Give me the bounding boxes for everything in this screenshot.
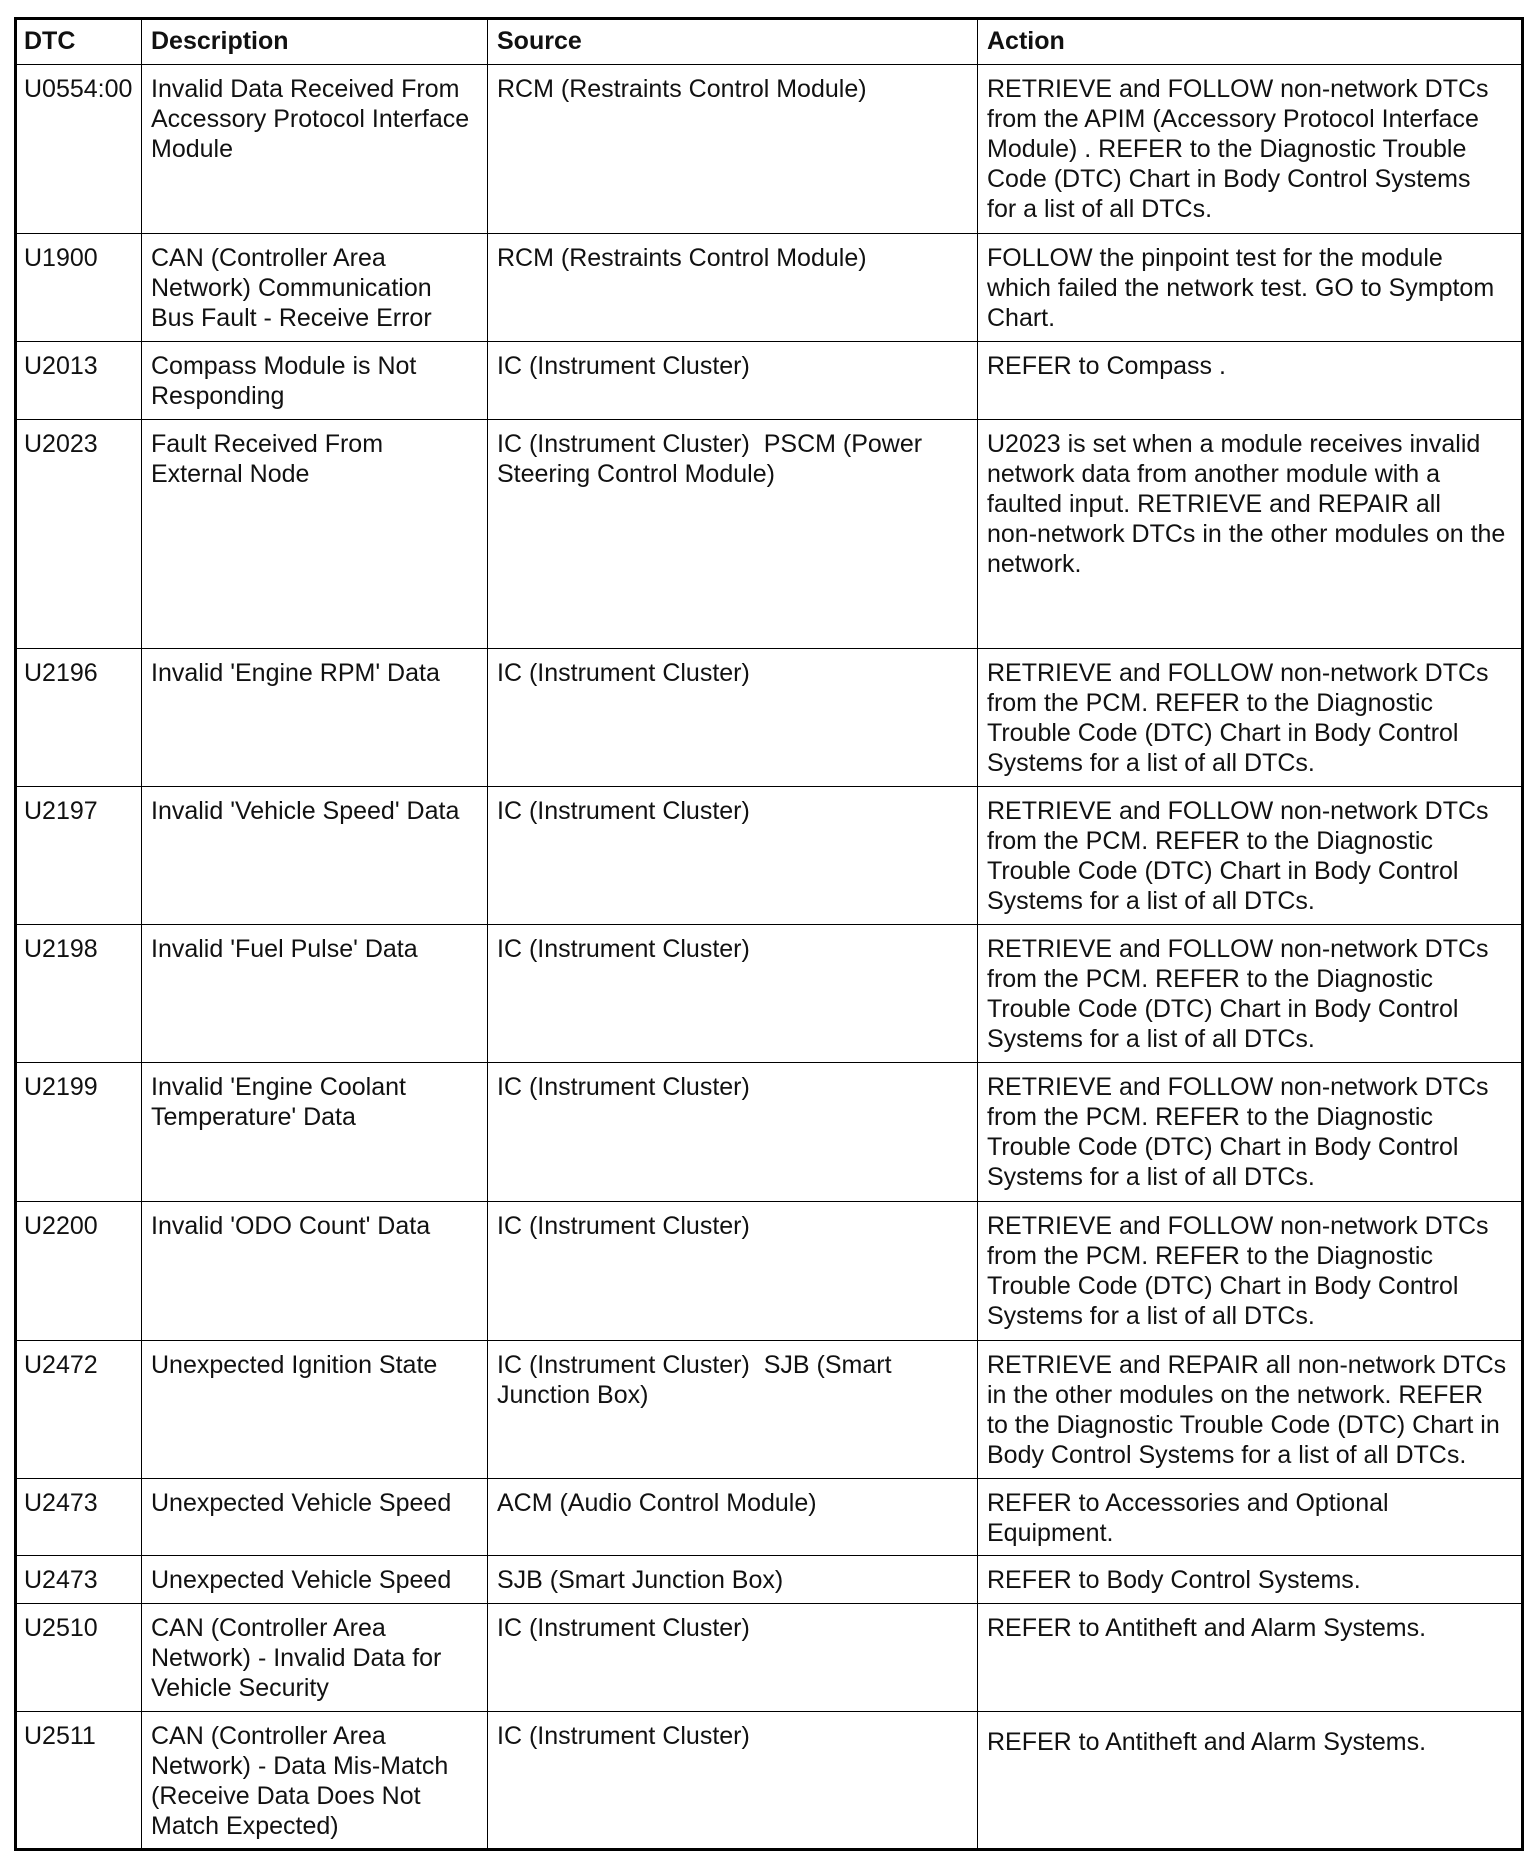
description-cell: Unexpected Ignition State [142, 1341, 488, 1479]
source-cell: ACM (Audio Control Module) [488, 1479, 978, 1556]
description-cell: Invalid 'Engine Coolant Temperature' Data [142, 1063, 488, 1202]
dtc-cell: U2198 [16, 925, 142, 1063]
dtc-cell: U2023 [16, 420, 142, 649]
table-row [16, 1063, 1523, 1202]
source-cell: IC (Instrument Cluster) [488, 925, 978, 1063]
source-cell: IC (Instrument Cluster) [488, 787, 978, 925]
action-cell: FOLLOW the pinpoint test for the module which failed the network test. GO to Symptom Chart. [978, 234, 1523, 342]
table-row [16, 649, 1523, 787]
dtc-cell: U2199 [16, 1063, 142, 1202]
dtc-cell: U2473 [16, 1556, 142, 1604]
source-cell: IC (Instrument Cluster) [488, 342, 978, 420]
dtc-cell: U2472 [16, 1341, 142, 1479]
column-header-description: Description [142, 19, 488, 65]
table-row [16, 420, 1523, 649]
action-cell: RETRIEVE and FOLLOW non-network DTCs from the PCM. REFER to the Diagnostic Trouble Code (DTC) Chart in Body Control Systems for a list of all DTCs. [978, 1063, 1523, 1202]
action-cell: REFER to Compass . [978, 342, 1523, 420]
description-cell: Unexpected Vehicle Speed [142, 1479, 488, 1556]
column-header-action: Action [978, 19, 1523, 65]
table-row [16, 342, 1523, 420]
dtc-cell: U1900 [16, 234, 142, 342]
table-row [16, 1604, 1523, 1712]
description-cell: CAN (Controller Area Network) - Data Mis-Match (Receive Data Does Not Match Expected) [142, 1712, 488, 1850]
description-cell: Compass Module is Not Responding [142, 342, 488, 420]
dtc-cell: U2473 [16, 1479, 142, 1556]
description-cell: Invalid 'Engine RPM' Data [142, 649, 488, 787]
description-cell: Invalid 'Vehicle Speed' Data [142, 787, 488, 925]
table-row [16, 1341, 1523, 1479]
action-cell: RETRIEVE and REPAIR all non-network DTCs in the other modules on the network. REFER to the Diagnostic Trouble Code (DTC) Chart in Body Control Systems for a list of all DTCs. [978, 1341, 1523, 1479]
action-cell: U2023 is set when a module receives invalid network data from another module with a faulted input. RETRIEVE and REPAIR all non-network DTCs in the other modules on the network. [978, 420, 1523, 649]
dtc-table [14, 17, 1524, 1851]
source-cell: IC (Instrument Cluster) [488, 1712, 978, 1850]
action-cell: REFER to Antitheft and Alarm Systems. [978, 1712, 1523, 1850]
dtc-cell: U2200 [16, 1202, 142, 1341]
table-row [16, 925, 1523, 1063]
source-cell: RCM (Restraints Control Module) [488, 234, 978, 342]
dtc-cell: U2197 [16, 787, 142, 925]
action-cell: REFER to Accessories and Optional Equipment. [978, 1479, 1523, 1556]
action-cell: RETRIEVE and FOLLOW non-network DTCs from the PCM. REFER to the Diagnostic Trouble Code (DTC) Chart in Body Control Systems for a list of all DTCs. [978, 925, 1523, 1063]
description-cell: Invalid 'Fuel Pulse' Data [142, 925, 488, 1063]
dtc-cell: U0554:00 [16, 65, 142, 234]
table-row [16, 1556, 1523, 1604]
dtc-cell: U2196 [16, 649, 142, 787]
column-header-dtc: DTC [16, 19, 142, 65]
action-cell: RETRIEVE and FOLLOW non-network DTCs from the PCM. REFER to the Diagnostic Trouble Code (DTC) Chart in Body Control Systems for a list of all DTCs. [978, 1202, 1523, 1341]
table-header-row [16, 19, 1523, 65]
dtc-cell: U2510 [16, 1604, 142, 1712]
action-cell: RETRIEVE and FOLLOW non-network DTCs from the PCM. REFER to the Diagnostic Trouble Code (DTC) Chart in Body Control Systems for a list of all DTCs. [978, 787, 1523, 925]
table-row [16, 1712, 1523, 1850]
source-cell: RCM (Restraints Control Module) [488, 65, 978, 234]
column-header-source: Source [488, 19, 978, 65]
table-row [16, 1202, 1523, 1341]
description-cell: CAN (Controller Area Network) Communication Bus Fault - Receive Error [142, 234, 488, 342]
action-cell: REFER to Antitheft and Alarm Systems. [978, 1604, 1523, 1712]
description-cell: Unexpected Vehicle Speed [142, 1556, 488, 1604]
source-cell: IC (Instrument Cluster) SJB (Smart Junction Box) [488, 1341, 978, 1479]
action-cell: RETRIEVE and FOLLOW non-network DTCs from the APIM (Accessory Protocol Interface Module) . REFER to the Diagnostic Trouble Code (DTC) Chart in Body Control Systems for a list of all DTCs. [978, 65, 1523, 234]
description-cell: Invalid 'ODO Count' Data [142, 1202, 488, 1341]
dtc-cell: U2013 [16, 342, 142, 420]
table-row [16, 234, 1523, 342]
source-cell: IC (Instrument Cluster) [488, 649, 978, 787]
action-cell: REFER to Body Control Systems. [978, 1556, 1523, 1604]
table-row [16, 1479, 1523, 1556]
dtc-cell: U2511 [16, 1712, 142, 1850]
action-cell: RETRIEVE and FOLLOW non-network DTCs from the PCM. REFER to the Diagnostic Trouble Code (DTC) Chart in Body Control Systems for a list of all DTCs. [978, 649, 1523, 787]
source-cell: IC (Instrument Cluster) [488, 1604, 978, 1712]
description-cell: Invalid Data Received From Accessory Protocol Interface Module [142, 65, 488, 234]
source-cell: IC (Instrument Cluster) [488, 1202, 978, 1341]
description-cell: CAN (Controller Area Network) - Invalid Data for Vehicle Security [142, 1604, 488, 1712]
source-cell: SJB (Smart Junction Box) [488, 1556, 978, 1604]
source-cell: IC (Instrument Cluster) PSCM (Power Steering Control Module) [488, 420, 978, 649]
table-row [16, 787, 1523, 925]
source-cell: IC (Instrument Cluster) [488, 1063, 978, 1202]
table-row [16, 65, 1523, 234]
description-cell: Fault Received From External Node [142, 420, 488, 649]
